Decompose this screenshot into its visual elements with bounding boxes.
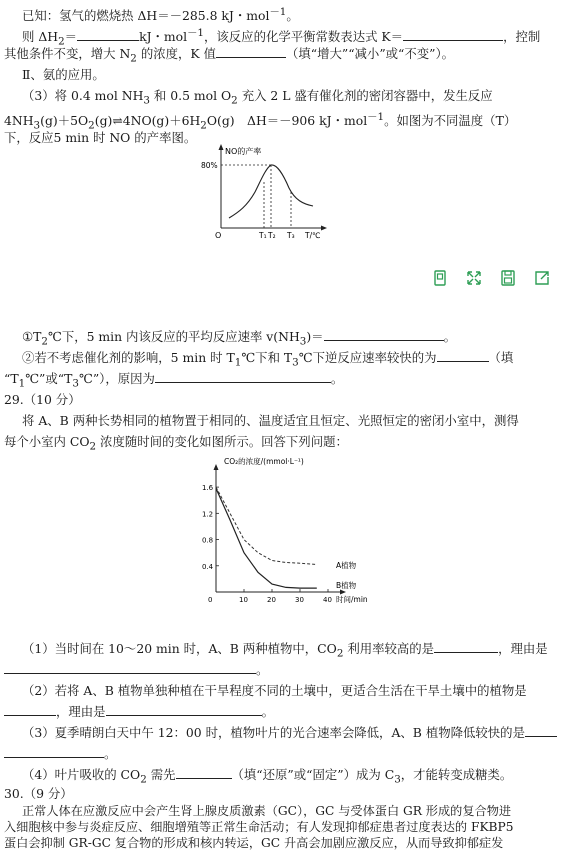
- x-tick-label: 10: [239, 596, 248, 604]
- save-icon[interactable]: [495, 266, 521, 290]
- series-a-label: A植物: [336, 561, 357, 570]
- toolbar: [421, 266, 562, 290]
- answer-blank[interactable]: [437, 350, 489, 362]
- text-line: 正常人体在应激反应中会产生肾上腺皮质激素（GC），GC 与受体蛋白 GR 形成的复合物进: [22, 804, 512, 818]
- answer-blank[interactable]: [403, 29, 503, 41]
- y-tick-label: 1.2: [202, 510, 214, 519]
- x-tick-label: 30: [295, 596, 304, 604]
- text-line: $①T_2℃$下，5 min 内该反应的平均反应速率 $v(NH_3)=$ 。: [22, 329, 456, 348]
- section-heading: Ⅱ、氨的应用。: [22, 67, 105, 82]
- series-a-line: [216, 487, 317, 564]
- text-line: （4）叶片吸收的 $CO_2$ 需先 （填“还原”或“固定”）成为 $C_3$，才能转变成糖类。: [22, 767, 513, 786]
- x-tick-label: 0: [208, 596, 213, 604]
- y-axis-label: NO的产率: [225, 147, 262, 156]
- text-line: “$T_1℃$”或“$T_3℃$”），原因为 。: [4, 371, 344, 390]
- y-axis-arrow: [214, 464, 219, 470]
- answer-blank[interactable]: [324, 329, 444, 341]
- share-icon[interactable]: [529, 266, 555, 290]
- text-line: 蛋白会抑制 GR-GC 复合物的形成和核内转运，GC 升高会加剧应激反应，从而导致抑郁症发: [4, 836, 504, 850]
- answer-blank[interactable]: [155, 371, 331, 383]
- answer-blank[interactable]: [216, 46, 286, 58]
- x-axis-arrow: [340, 590, 346, 595]
- text-line: 。: [4, 662, 268, 678]
- answer-blank[interactable]: [4, 704, 56, 716]
- question-number: 29.（10 分）: [4, 392, 81, 407]
- text-line: 每个小室内 $CO_2$ 浓度随时间的变化如图所示。回答下列问题：: [4, 434, 348, 453]
- answer-blank[interactable]: [434, 641, 498, 653]
- y-tick-label: 0.4: [202, 562, 214, 571]
- expand-icon[interactable]: [461, 266, 487, 290]
- x-tick-label: T₃: [287, 231, 295, 240]
- answer-blank[interactable]: [4, 662, 256, 674]
- co2-chart: [190, 452, 380, 614]
- answer-blank[interactable]: [525, 725, 557, 737]
- series-b-label: B植物: [336, 581, 357, 590]
- answer-blank[interactable]: [106, 704, 262, 716]
- x-tick-label: T₁: [259, 231, 267, 240]
- copy-icon[interactable]: [427, 266, 453, 290]
- text-line: 将 A、B 两种长势相同的植物置于相同的、温度适宜且恒定、光照恒定的密闭小室中，测得: [22, 413, 519, 428]
- answer-blank[interactable]: [4, 746, 104, 758]
- x-tick-label: T₂: [268, 231, 276, 240]
- y-axis-label: CO₂的浓度/(mmol·L⁻¹): [224, 457, 304, 466]
- text-line: 。: [4, 746, 116, 762]
- x-tick-label: O: [215, 231, 222, 240]
- answer-blank[interactable]: [77, 29, 139, 41]
- y-tick-label: 1.6: [202, 484, 214, 493]
- x-axis-arrow: [321, 226, 327, 231]
- x-axis-label: 时间/min: [336, 595, 368, 604]
- x-tick-label: 20: [267, 596, 276, 604]
- no-yield-chart: [195, 140, 345, 242]
- text-line: 入细胞核中参与炎症反应、细胞增殖等正常生命活动；有人发现抑郁症患者过度表达的 FKBP5: [4, 820, 514, 834]
- text-line: 其他条件不变，增大 $N_2$ 的浓度，K 值 （填“增大”“减小”或“不变”）。: [4, 46, 455, 65]
- series-b-line: [216, 488, 317, 588]
- text-line: $4NH_3(g)+5O_2(g)\rightleftharpoons 4NO(g)+6H_2O(g)$ ΔH＝－906 kJ・mol$^{-1}$。如图为不同温度（T）: [4, 111, 517, 132]
- answer-blank[interactable]: [176, 767, 232, 779]
- text-line: ，理由是 。: [4, 704, 274, 720]
- text-line: （1）当时间在 10～20 min 时，A、B 两种植物中，$CO_2$ 利用率较高的是 ，理由是: [22, 641, 548, 660]
- text-line: 则 $\Delta H_2=$ kJ・mol$^{-1}$，该反应的化学平衡常数表达式 K＝ ，控制: [22, 27, 541, 48]
- x-axis-label: T/℃: [305, 231, 321, 240]
- text-line: 下，反应5 min 时 NO 的产率图。: [4, 130, 197, 145]
- x-tick-label: 40: [323, 596, 332, 604]
- y-axis-arrow: [219, 144, 224, 150]
- text-line: ②若不考虑催化剂的影响，5 min 时 $T_1℃$下和 $T_3℃$下逆反应速率较快的为 （填: [22, 350, 514, 369]
- question-number: 30.（9 分）: [4, 786, 73, 801]
- y-tick-label: 80%: [201, 161, 218, 170]
- text-line: （3）夏季晴朗白天中午 12：00 时，植物叶片的光合速率会降低，A、B 植物降低较快的是: [22, 725, 557, 741]
- text-line: （3）将 0.4 mol $NH_3$ 和 0.5 mol $O_2$ 充入 2 L 盛有催化剂的密闭容器中，发生反应: [22, 88, 493, 107]
- text-line: （2）若将 A、B 植物单独种植在干旱程度不同的土壤中，更适合生活在干旱土壤中的植物是: [22, 683, 527, 698]
- y-tick-label: 0.8: [202, 536, 214, 545]
- text-line: 已知：氢气的燃烧热 ΔH＝－285.8 kJ・mol$^{-1}$。: [22, 6, 299, 24]
